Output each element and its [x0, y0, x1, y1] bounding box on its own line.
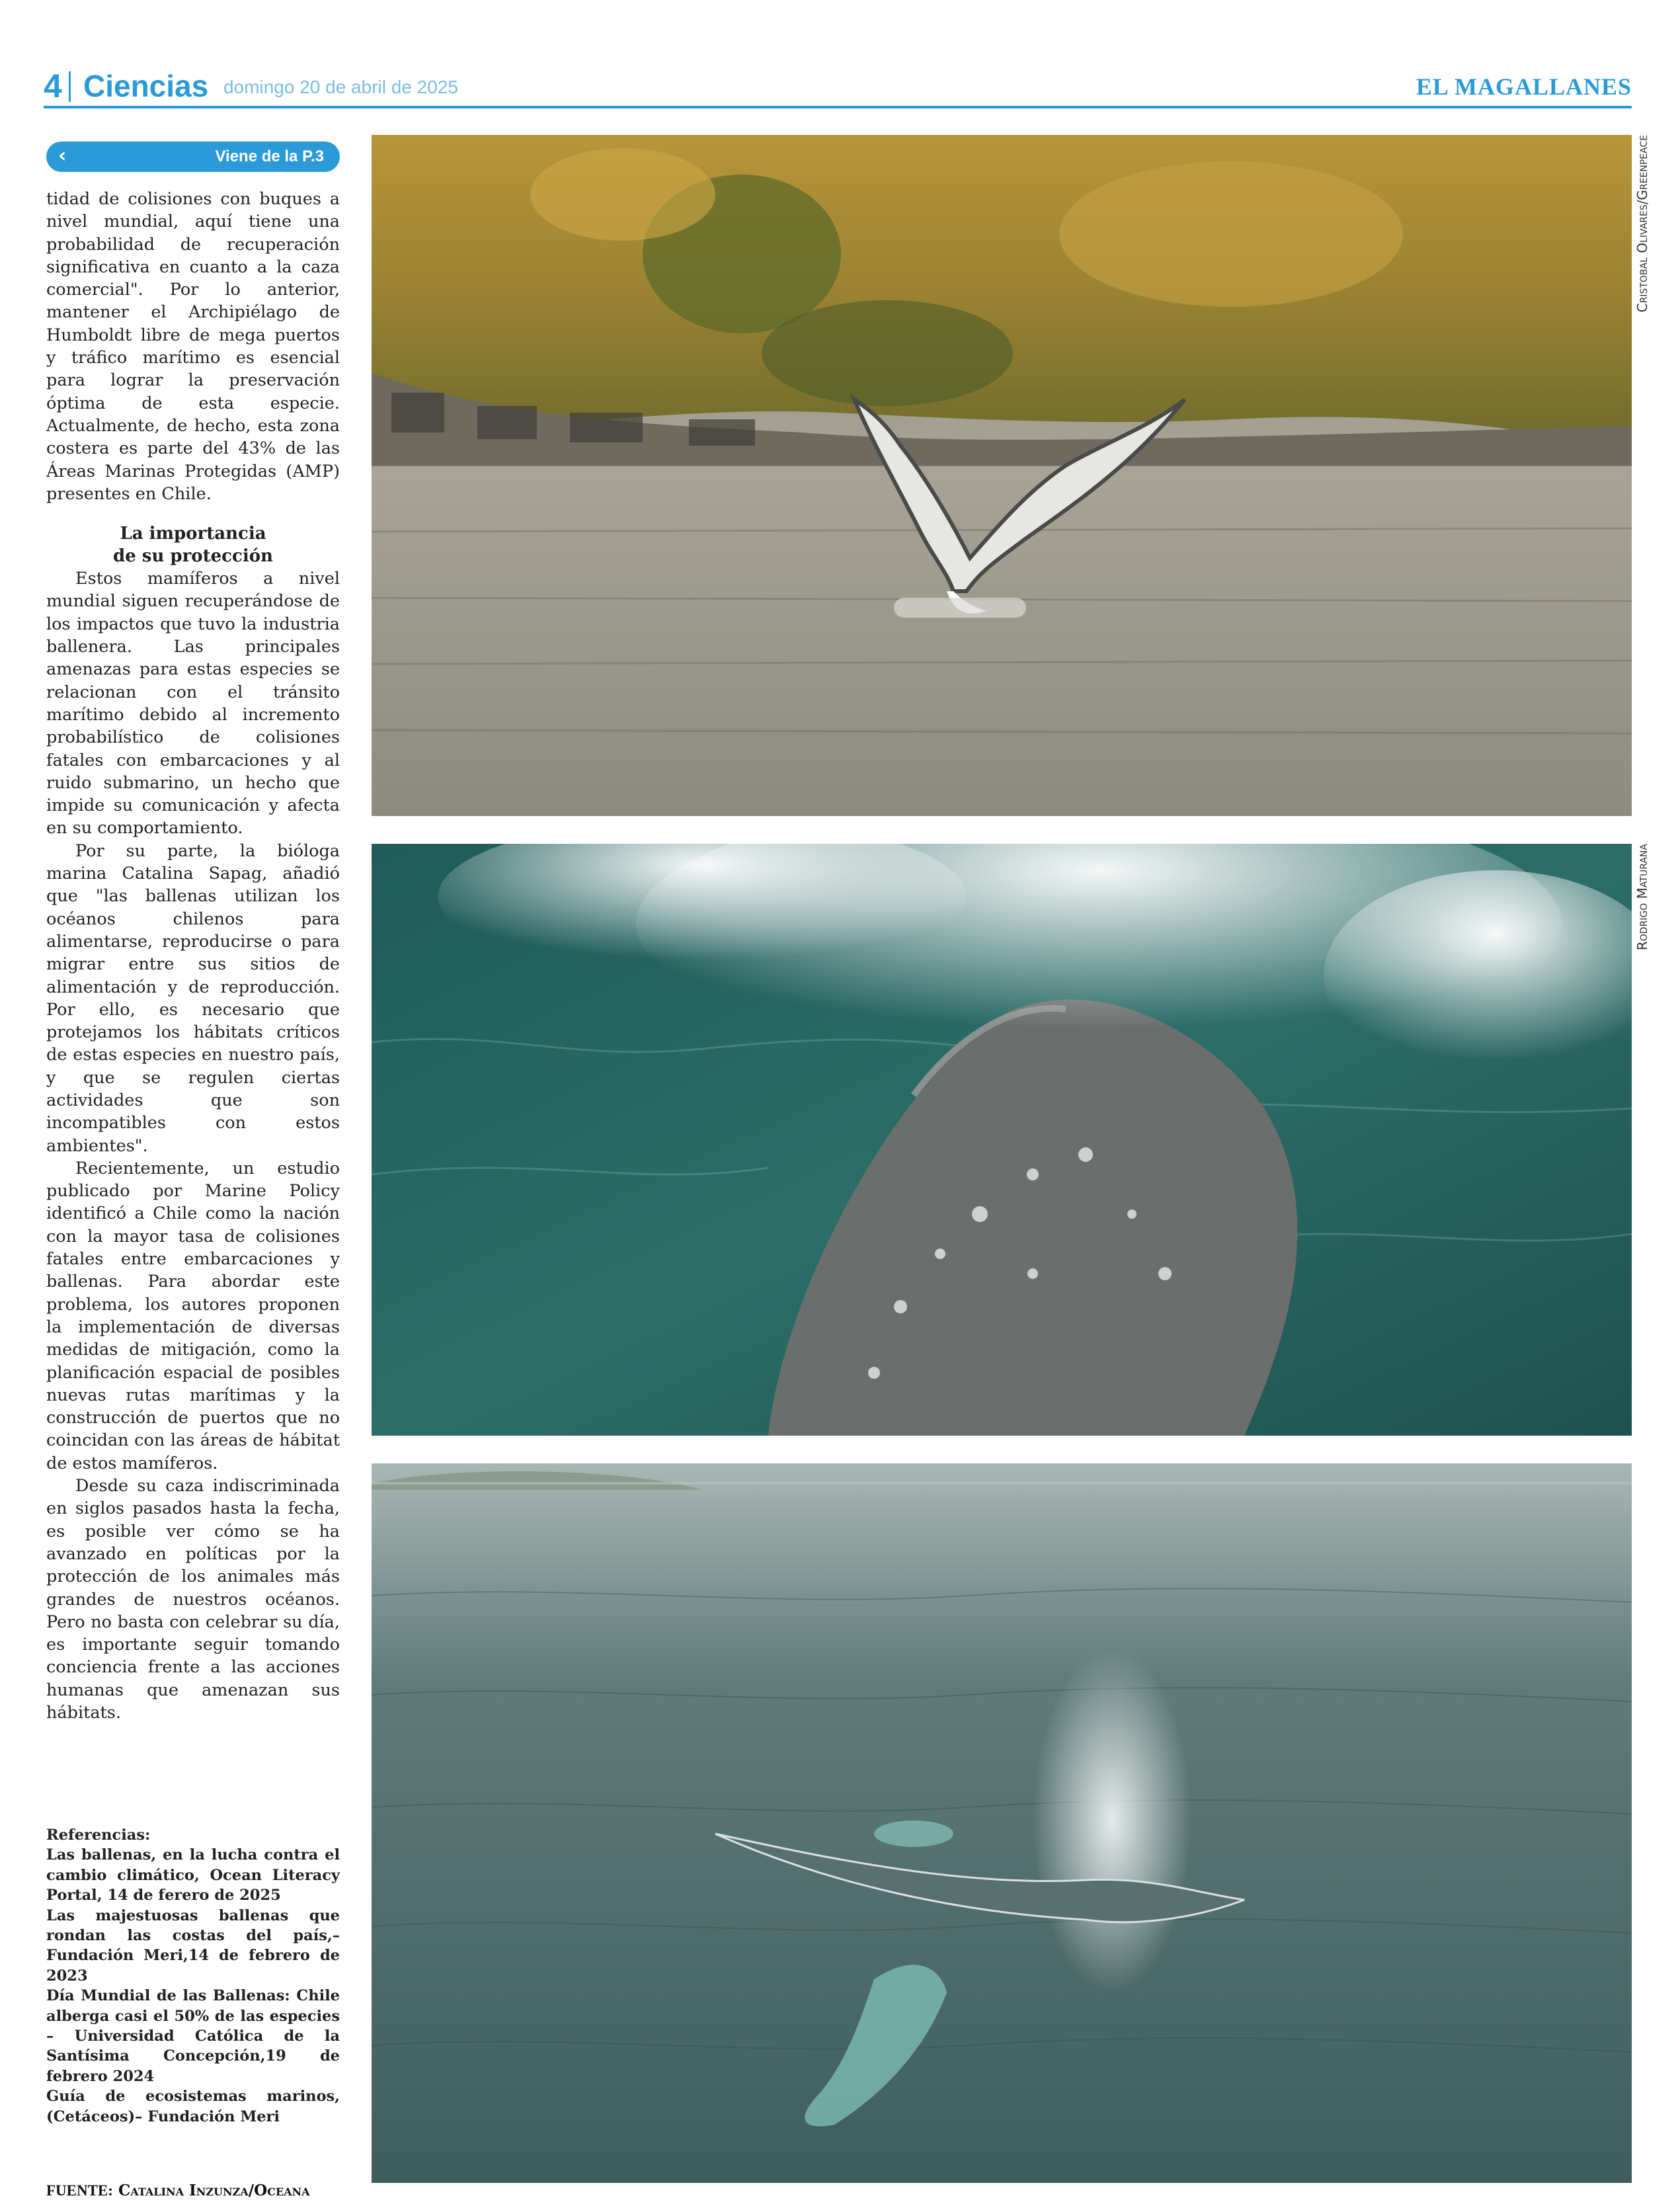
- reference-item: Guía de ecosistemas marinos, (Cetáceos)– Fundación Meri: [46, 2088, 340, 2125]
- source-label: FUENTE:: [46, 2182, 113, 2199]
- section-title: Ciencias: [83, 69, 209, 103]
- references-title: Referencias:: [46, 1826, 151, 1844]
- page-number: 4: [44, 67, 62, 104]
- photo-credit: Cristobal Olivares/Greenpeace: [1634, 135, 1650, 313]
- page-header: [44, 66, 1632, 106]
- article-paragraph: Por su parte, la bióloga marina Catalina Sapag, añadió que "las ballenas utilizan los océanos chilenos para alimentarse, reproducirse o para migrar entre sus sitios de alimentación y de reproducción. Por ello, es necesario que protejamos los hábitats críticos de estas especies en nuestro país, y que se regulen ciertas actividades que son incompatibles con estos ambientes".: [46, 840, 340, 1156]
- header-rule: [44, 106, 1632, 108]
- reference-item: Las majestuosas ballenas que rondan las costas del país,–Fundación Meri,14 de febrero de 2023: [46, 1906, 340, 1985]
- article-body: [46, 188, 340, 1724]
- article-subhead: [46, 522, 340, 567]
- photo-credit: Rodrigo Maturana: [1634, 844, 1650, 951]
- article-paragraph: Recientemente, un estudio publicado por Marine Policy identificó a Chile como la nación con la mayor tasa de colisiones fatales entre embarcaciones y ballenas. Para abordar este problema, los autores proponen la implementación de diversas medidas de mitigación, como la planificación espacial de posibles nuevas rutas marítimas y la construcción de puertos que no coincidan con las áreas de hábitat de estos mamíferos.: [46, 1158, 340, 1473]
- article-paragraph: Estos mamíferos a nivel mundial siguen recuperándose de los impactos que tuvo la industria ballenera. Las principales amenazas para estas especies se relacionan con el tránsito marítimo debido al incremento probabilístico de colisiones fatales con embarcaciones y al ruido submarino, un hecho que impide su comunicación y afecta en su comportamiento.: [46, 569, 340, 839]
- subhead-line: La importancia: [120, 524, 266, 544]
- source-value: Catalina Inzunza/Oceana: [118, 2182, 310, 2199]
- continued-from-label: Viene de la P.3: [215, 147, 324, 165]
- references: [46, 1825, 340, 2127]
- article-paragraph-intro: tidad de colisiones con buques a nivel mundial, aquí tiene una probabilidad de recuperación significativa en cuanto a la caza comercial". Por lo anterior, mantener el Archipiélago de Humboldt libre de mega puertos y tráfico marítimo es esencial para lograr la preservación óptima de esta especie. Actualmente, de hecho, esta zona costera es parte del 43% de las Áreas Marinas Protegidas (AMP) presentes en Chile.: [46, 189, 340, 504]
- continued-from-badge[interactable]: [46, 142, 340, 172]
- subhead-line: de su protección: [113, 546, 273, 567]
- photo-whale-aerial: [372, 844, 1632, 1436]
- article-paragraph: Desde su caza indiscriminada en siglos pasados hasta la fecha, es posible ver cómo se ha avanzado en políticas por la protección de los animales más grandes de nuestros océanos. Pero no basta con celebrar su día, es importante seguir tomando conciencia frente a las acciones humanas que amenazan sus hábitats.: [46, 1476, 340, 1723]
- header-divider: [69, 71, 71, 102]
- issue-date: domingo 20 de abril de 2025: [223, 77, 458, 97]
- reference-item: Las ballenas, en la lucha contra el cambio climático, Ocean Literacy Portal, 14 de ferero de 2025: [46, 1846, 340, 1905]
- photo-whale-blow: [372, 1463, 1632, 2183]
- newspaper-brand: EL MAGALLANES: [1416, 73, 1632, 100]
- chevron-left-icon: ‹: [58, 144, 67, 167]
- photo-whale-tail: [372, 135, 1632, 816]
- source-line: [46, 2181, 344, 2201]
- reference-item: Día Mundial de las Ballenas: Chile alberga casi el 50% de las especies – Universidad Católica de la Santísima Concepción,19 de febrero 2024: [46, 1987, 340, 2085]
